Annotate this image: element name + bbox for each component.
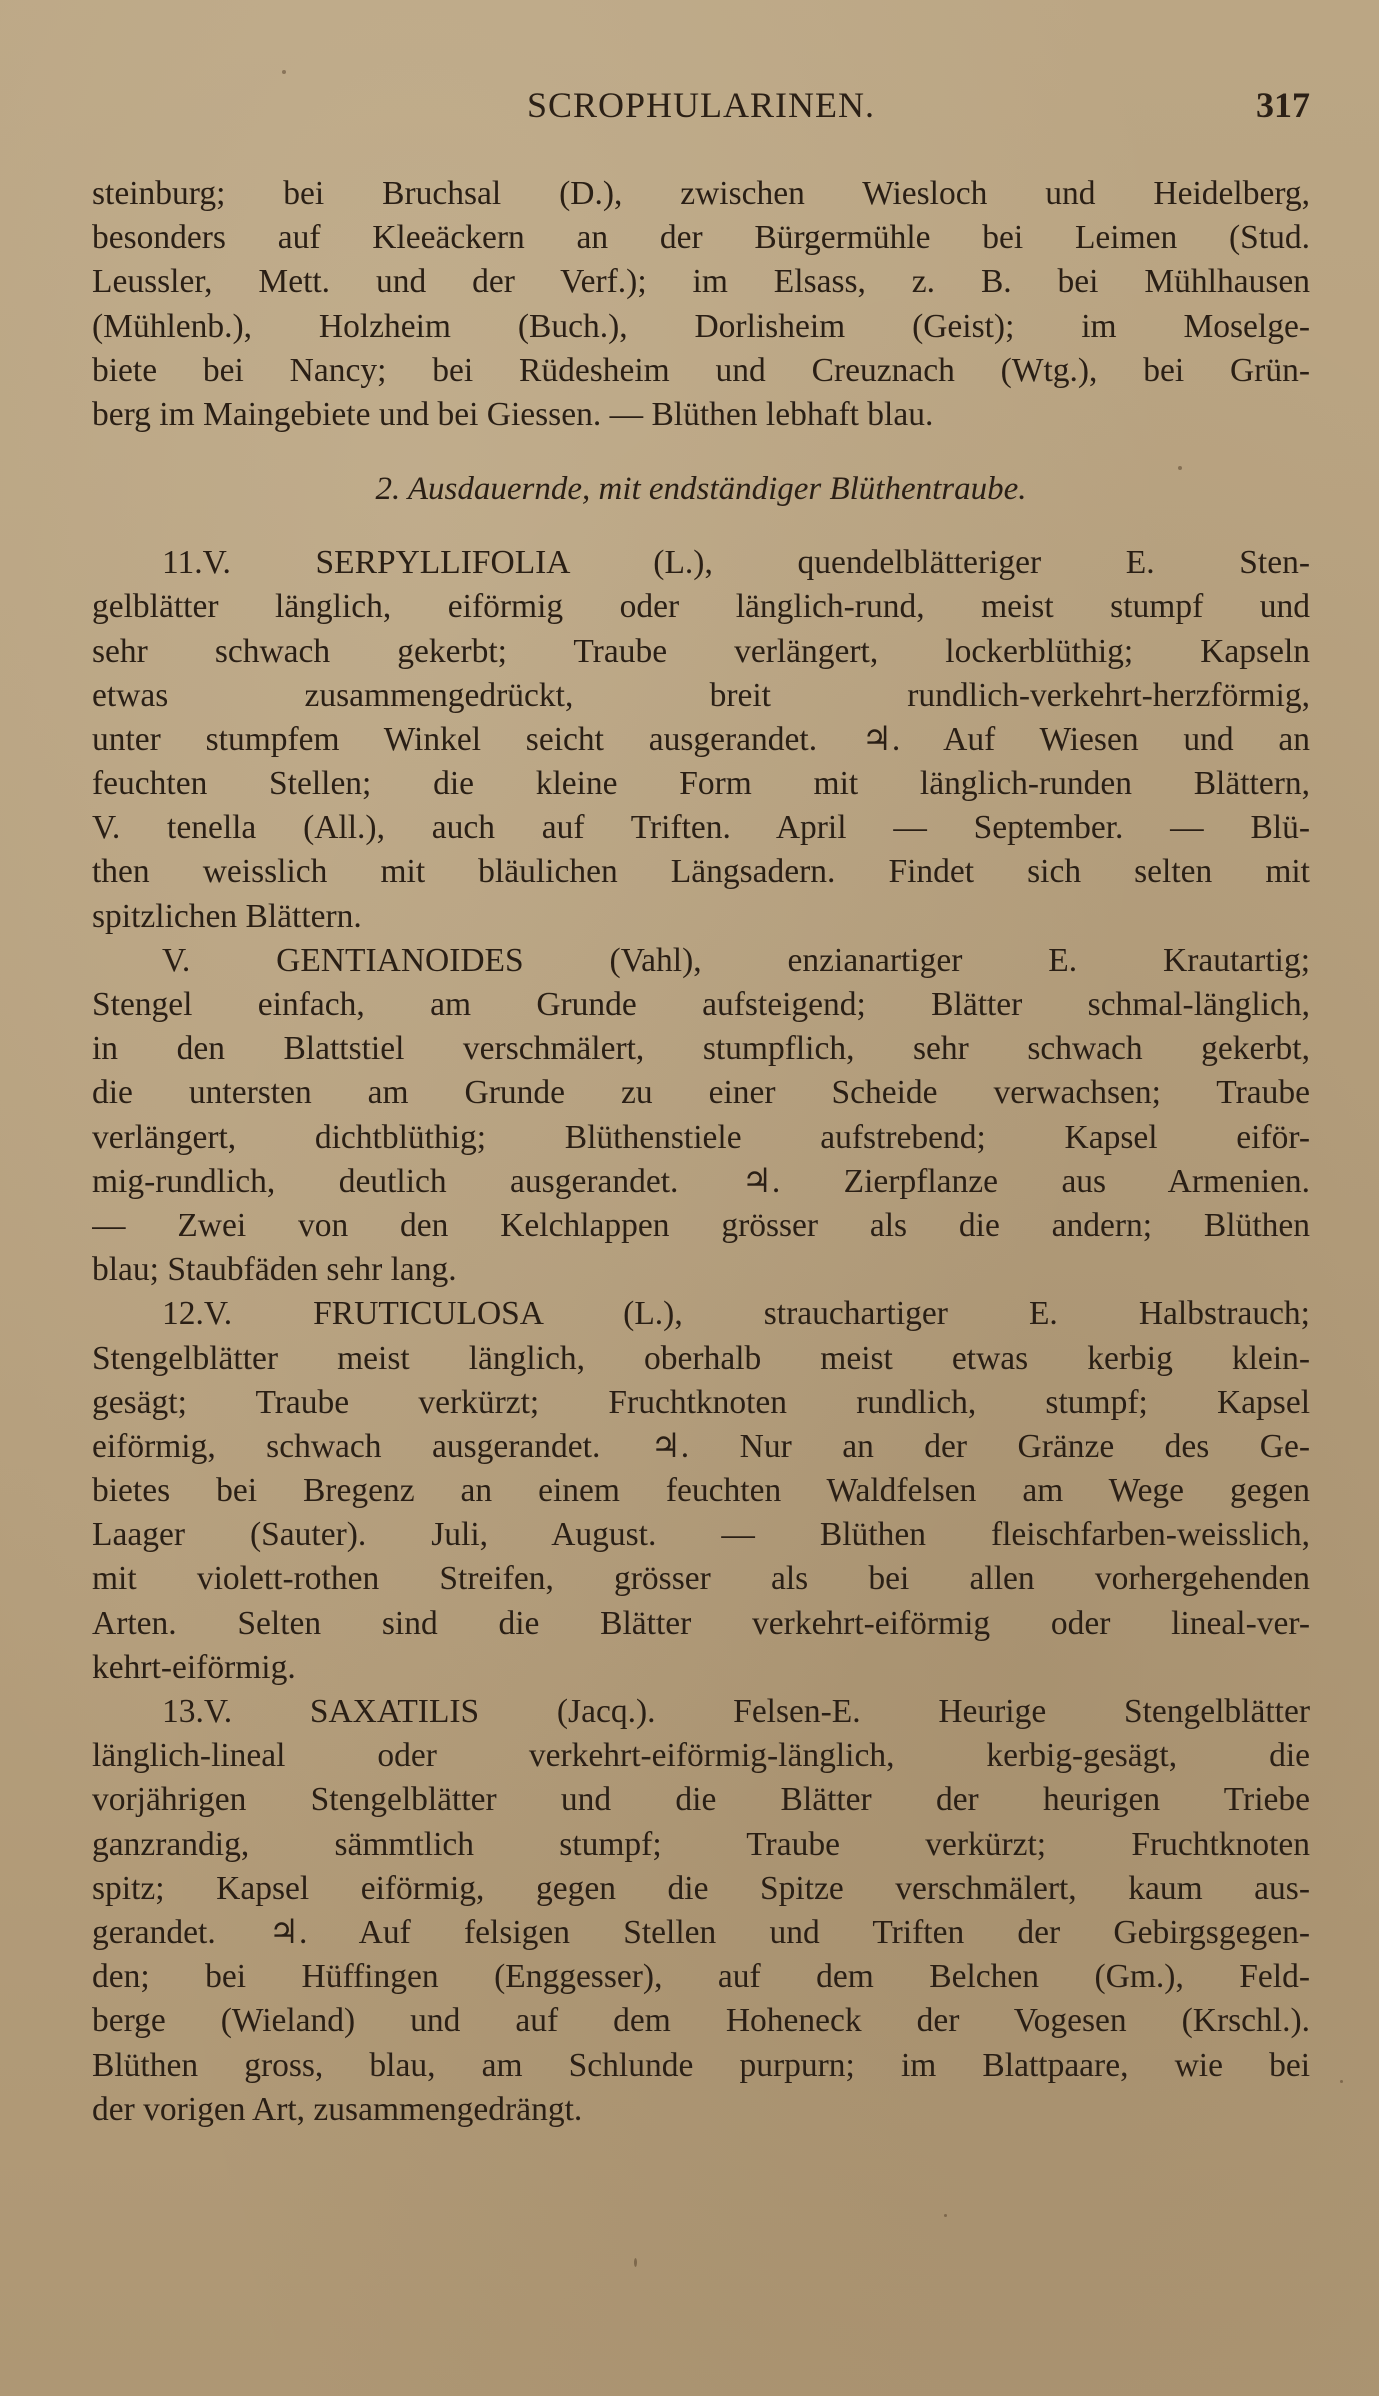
text-line: biete bei Nancy; bei Rüdesheim und Creuznach (Wtg.), bei Grün-: [92, 351, 1310, 389]
text-line: spitzlichen Blättern.: [92, 897, 362, 935]
text-line: Laager (Sauter). Juli, August. — Blüthen fleischfarben-weisslich,: [92, 1516, 1310, 1554]
page-header: [92, 84, 1310, 136]
running-title: SCROPHULARINEN.: [526, 85, 876, 125]
text-line: then weisslich mit bläulichen Längsadern. Findet sich selten mit: [92, 853, 1310, 891]
text-line: in den Blattstiel verschmälert, stumpflich, sehr schwach gekerbt,: [92, 1030, 1310, 1068]
text-line: berg im Maingebiete und bei Giessen. — Blüthen lebhaft blau.: [92, 395, 934, 433]
paper-speck: [1340, 2080, 1343, 2083]
paragraph-continuation: [92, 172, 1310, 437]
text-line: mig-rundlich, deutlich ausgerandet. ♃. Zierpflanze aus Armenien.: [92, 1162, 1310, 1200]
text-line: 11.V. SERPYLLIFOLIA (L.), quendelblätteriger E. Sten-: [162, 544, 1310, 582]
text-line: — Zwei von den Kelchlappen grösser als die andern; Blüthen: [92, 1206, 1310, 1244]
text-line: vorjährigen Stengelblätter und die Blätter der heurigen Triebe: [92, 1781, 1310, 1819]
text-line: länglich-lineal oder verkehrt-eiförmig-länglich, kerbig-gesägt, die: [92, 1737, 1310, 1775]
paper-speck: [944, 2214, 947, 2217]
text-line: blau; Staubfäden sehr lang.: [92, 1251, 457, 1289]
text-line: ganzrandig, sämmtlich stumpf; Traube verkürzt; Fruchtknoten: [92, 1825, 1310, 1863]
paper-speck: [282, 70, 286, 74]
text-line: spitz; Kapsel eiförmig, gegen die Spitze verschmälert, kaum aus-: [92, 1869, 1310, 1907]
text-line: etwas zusammengedrückt, breit rundlich-verkehrt-herzförmig,: [92, 676, 1310, 714]
text-line: Stengel einfach, am Grunde aufsteigend; Blätter schmal-länglich,: [92, 986, 1310, 1023]
text-line: gesägt; Traube verkürzt; Fruchtknoten rundlich, stumpf; Kapsel: [92, 1383, 1310, 1421]
entry-saxatilis: [92, 1690, 1310, 2132]
text-line: den; bei Hüffingen (Enggesser), auf dem Belchen (Gm.), Feld-: [92, 1958, 1310, 1996]
text-line: besonders auf Kleeäckern an der Bürgermühle bei Leimen (Stud.: [92, 219, 1310, 257]
text-line: Blüthen gross, blau, am Schlunde purpurn; im Blattpaare, wie bei: [92, 2046, 1310, 2084]
text-line: bietes bei Bregenz an einem feuchten Waldfelsen am Wege gegen: [92, 1472, 1310, 1510]
text-line: 12.V. FRUTICULOSA (L.), strauchartiger E. Halbstrauch;: [162, 1295, 1310, 1333]
text-line: berge (Wieland) und auf dem Hoheneck der Vogesen (Krschl.).: [92, 2002, 1310, 2040]
text-line: Leussler, Mett. und der Verf.); im Elsass, z. B. bei Mühlhausen: [92, 263, 1310, 301]
text-line: der vorigen Art, zusammengedrängt.: [92, 2090, 583, 2128]
paper-speck: [634, 2258, 637, 2267]
text-line: unter stumpfem Winkel seicht ausgerandet. ♃. Auf Wiesen und an: [92, 720, 1310, 758]
text-line: sehr schwach gekerbt; Traube verlängert, lockerblüthig; Kapseln: [92, 632, 1310, 670]
text-line: gelblätter länglich, eiförmig oder länglich-rund, meist stumpf und: [92, 588, 1310, 626]
entry-serpyllifolia: [92, 541, 1310, 939]
text-line: Arten. Selten sind die Blätter verkehrt-eiförmig oder lineal-ver-: [92, 1604, 1310, 1642]
text-line: gerandet. ♃. Auf felsigen Stellen und Triften der Gebirgsgegen-: [92, 1913, 1310, 1951]
text-line: steinburg; bei Bruchsal (D.), zwischen Wiesloch und Heidelberg,: [92, 175, 1310, 212]
text-line: die untersten am Grunde zu einer Scheide verwachsen; Traube: [92, 1074, 1310, 1112]
text-line: eiförmig, schwach ausgerandet. ♃. Nur an der Gränze des Ge-: [92, 1427, 1310, 1465]
text-line: Stengelblätter meist länglich, oberhalb meist etwas kerbig klein-: [92, 1339, 1310, 1377]
text-line: feuchten Stellen; die kleine Form mit länglich-runden Blättern,: [92, 765, 1310, 803]
entry-gentianoides: [92, 939, 1310, 1293]
paper-speck: [1178, 466, 1182, 470]
text-line: V. tenella (All.), auch auf Triften. April — September. — Blü-: [92, 809, 1310, 847]
text-line: verlängert, dichtblüthig; Blüthenstiele aufstrebend; Kapsel eiför-: [92, 1118, 1310, 1156]
text-line: mit violett-rothen Streifen, grösser als bei allen vorhergehenden: [92, 1560, 1310, 1598]
text-line: kehrt-eiförmig.: [92, 1648, 296, 1686]
body-text: [92, 172, 1310, 2132]
text-line: 13.V. SAXATILIS (Jacq.). Felsen-E. Heurige Stengelblätter: [162, 1693, 1310, 1730]
text-line: (Mühlenb.), Holzheim (Buch.), Dorlisheim (Geist); im Moselge-: [92, 307, 1310, 345]
entry-fruticulosa: [92, 1292, 1310, 1690]
page-number: 317: [1256, 85, 1310, 125]
section-heading: 2. Ausdauernde, mit endständiger Blüthentraube.: [375, 471, 1027, 508]
text-line: V. GENTIANOIDES (Vahl), enzianartiger E. Krautartig;: [162, 941, 1310, 979]
